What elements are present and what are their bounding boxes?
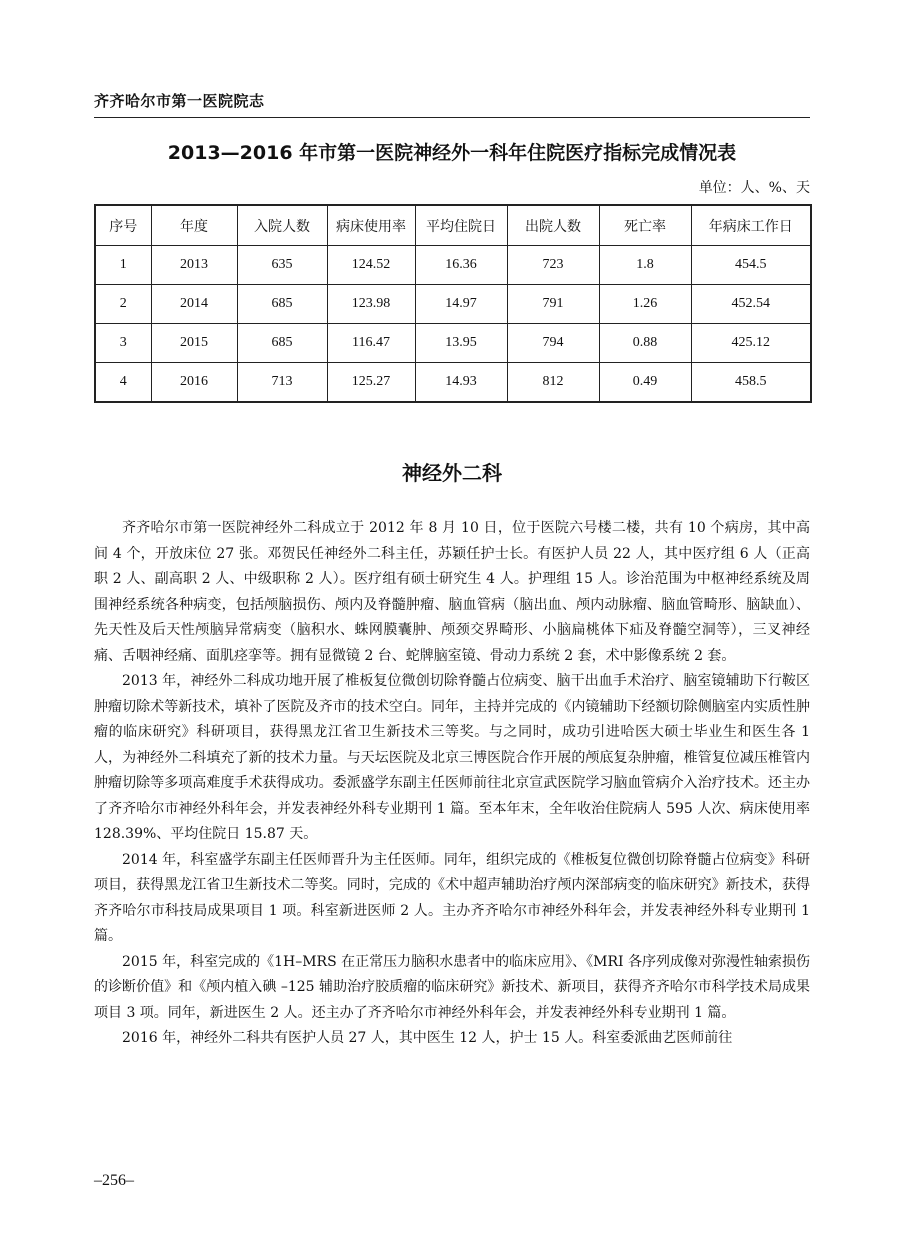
- header-rule: [94, 117, 810, 118]
- table-cell: 2014: [151, 285, 237, 324]
- table-cell: 4: [95, 363, 151, 403]
- table-cell: 14.97: [415, 285, 507, 324]
- table-cell: 2016: [151, 363, 237, 403]
- column-header: 序号: [95, 205, 151, 246]
- table-cell: 2015: [151, 324, 237, 363]
- table-cell: 458.5: [691, 363, 811, 403]
- paragraph: 2016 年，神经外二科共有医护人员 27 人，其中医生 12 人，护士 15 人。科室委派曲艺医师前往: [122, 1030, 733, 1046]
- table-cell: 2: [95, 285, 151, 324]
- table-row: [95, 363, 811, 403]
- page-number: –256–: [94, 1172, 134, 1189]
- column-header: 出院人数: [507, 205, 599, 246]
- table-cell: 454.5: [691, 246, 811, 285]
- table-cell: 635: [237, 246, 327, 285]
- table-cell: 723: [507, 246, 599, 285]
- table-row: [95, 246, 811, 285]
- paragraph: 2015 年，科室完成的《1H–MRS 在正常压力脑积水患者中的临床应用》、《MRI 各序列成像对弥漫性轴索损伤的诊断价值》和《颅内植入碘 –125 辅助治疗胶质瘤的临床研究》新技术、新项目，获得齐齐哈尔市科学技术局成果项目 3 项。同年，新进医生 2 人。还主办了齐齐哈尔市神经外科年会，并发表神经外科专业期刊 1 篇。: [94, 953, 810, 1021]
- body-text: [94, 516, 810, 1052]
- running-header: 齐齐哈尔市第一医院院志: [94, 92, 265, 110]
- column-header: 入院人数: [237, 205, 327, 246]
- table-row: [95, 285, 811, 324]
- table-cell: 685: [237, 324, 327, 363]
- paragraph: 2013 年，神经外二科成功地开展了椎板复位微创切除脊髓占位病变、脑干出血手术治疗、脑室镜辅助下行鞍区肿瘤切除术等新技术，填补了医院及齐市的技术空白。同年，主持并完成的《内镜辅助下经额切除侧脑室内实质性肿瘤的临床研究》科研项目，获得黑龙江省卫生新技术三等奖。与之同时，成功引进哈医大硕士毕业生和医生各 1 人，为神经外二科填充了新的技术力量。与天坛医院及北京三博医院合作开展的颅底复杂肿瘤，椎管复位减压椎管内肿瘤切除等多项高难度手术获得成功。委派盛学东副主任医师前往北京宣武医院学习脑血管病介入治疗技术。还主办了齐齐哈尔市神经外科年会，并发表神经外科专业期刊 1 篇。至本年末，全年收治住院病人 595 人次、病床使用率 128.39%、平均住院日 15.87 天。: [94, 673, 810, 842]
- table-cell: 425.12: [691, 324, 811, 363]
- table-cell: 1.26: [599, 285, 691, 324]
- table-cell: 16.36: [415, 246, 507, 285]
- table-cell: 812: [507, 363, 599, 403]
- table-cell: 124.52: [327, 246, 415, 285]
- table-cell: 713: [237, 363, 327, 403]
- table-cell: 1: [95, 246, 151, 285]
- table-title: 2013—2016 年市第一医院神经外一科年住院医疗指标完成情况表: [167, 142, 737, 164]
- table-header-row: [95, 205, 811, 246]
- table-cell: 125.27: [327, 363, 415, 403]
- table-cell: 123.98: [327, 285, 415, 324]
- table-cell: 791: [507, 285, 599, 324]
- table-cell: 1.8: [599, 246, 691, 285]
- table-cell: 13.95: [415, 324, 507, 363]
- column-header: 年病床工作日: [691, 205, 811, 246]
- paragraph: 齐齐哈尔市第一医院神经外二科成立于 2012 年 8 月 10 日，位于医院六号楼二楼，共有 10 个病房，其中高间 4 个，开放床位 27 张。邓贺民任神经外二科主任，苏颖任护士长。有医护人员 22 人，其中医疗组 6 人（正高职 2 人、副高职 2 人、中级职称 2 人）。医疗组有硕士研究生 4 人。护理组 15 人。诊治范围为中枢神经系统及周围神经系统各种病变，包括颅脑损伤、颅内及脊髓肿瘤、脑血管病（脑出血、颅内动脉瘤、脑血管畸形、脑缺血）、先天性及后天性颅脑异常病变（脑积水、蛛网膜囊肿、颅颈交界畸形、小脑扁桃体下疝及脊髓空洞等），三叉神经痛、舌咽神经痛、面肌痉挛等。拥有显微镜 2 台、蛇牌脑室镜、骨动力系统 2 套，术中影像系统 2 套。: [94, 520, 810, 664]
- column-header: 死亡率: [599, 205, 691, 246]
- section-heading: 神经外二科: [402, 461, 502, 485]
- table-cell: 116.47: [327, 324, 415, 363]
- column-header: 平均住院日: [415, 205, 507, 246]
- unit-note: 单位：人、%、天: [698, 180, 810, 196]
- statistics-table: [94, 204, 812, 403]
- table-row: [95, 324, 811, 363]
- column-header: 年度: [151, 205, 237, 246]
- table-cell: 452.54: [691, 285, 811, 324]
- table-cell: 0.49: [599, 363, 691, 403]
- table-cell: 14.93: [415, 363, 507, 403]
- table-cell: 2013: [151, 246, 237, 285]
- table-cell: 3: [95, 324, 151, 363]
- paragraph: 2014 年，科室盛学东副主任医师晋升为主任医师。同年，组织完成的《椎板复位微创切除脊髓占位病变》科研项目，获得黑龙江省卫生新技术二等奖。同时，完成的《术中超声辅助治疗颅内深部病变的临床研究》新技术，获得齐齐哈尔市科技局成果项目 1 项。科室新进医师 2 人。主办齐齐哈尔市神经外科年会，并发表神经外科专业期刊 1 篇。: [94, 851, 810, 944]
- table-cell: 685: [237, 285, 327, 324]
- table-cell: 0.88: [599, 324, 691, 363]
- table-cell: 794: [507, 324, 599, 363]
- column-header: 病床使用率: [327, 205, 415, 246]
